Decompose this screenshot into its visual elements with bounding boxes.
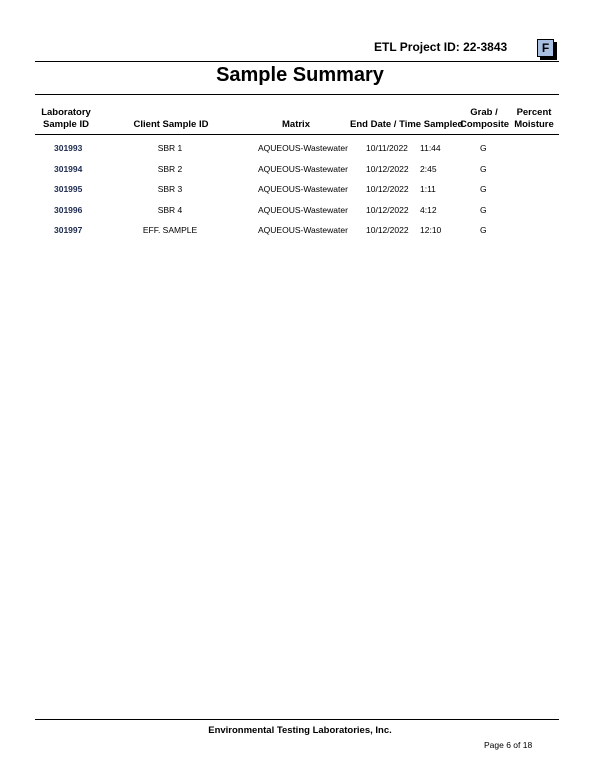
column-header-end-date: End Date / Time Sampled [350,119,464,130]
sample-date: 10/12/2022 [366,225,409,235]
matrix: AQUEOUS-Wastewater [258,143,348,153]
grab-composite: G [480,164,487,174]
lab-sample-id: 301997 [54,225,83,235]
section-tab-badge: F [537,39,554,57]
lab-sample-id: 301995 [54,184,83,194]
lab-sample-id: 301994 [54,164,83,174]
sample-date: 10/12/2022 [366,205,409,215]
sample-time: 4:12 [420,205,437,215]
sample-time: 12:10 [420,225,442,235]
column-header-grab-line2: Composite [460,119,510,130]
client-sample-id: SBR 2 [157,164,183,174]
column-header-grab [460,107,508,131]
column-header-client-id: Client Sample ID [133,119,209,130]
project-id: ETL Project ID: 22-3843 [374,40,508,54]
client-sample-id: SBR 3 [157,184,183,194]
grab-composite: G [480,143,487,153]
column-header-lab-id-line1: Laboratory [41,107,91,118]
matrix: AQUEOUS-Wastewater [258,205,348,215]
grab-composite: G [480,205,487,215]
header-rule [35,61,559,62]
column-header-moisture [514,107,554,131]
matrix: AQUEOUS-Wastewater [258,184,348,194]
matrix: AQUEOUS-Wastewater [258,164,348,174]
page-number: Page 6 of 18 [484,740,533,750]
client-sample-id: EFF. SAMPLE [142,225,198,235]
table-header-rule [35,134,559,135]
grab-composite: G [480,225,487,235]
matrix: AQUEOUS-Wastewater [258,225,348,235]
column-header-matrix: Matrix [282,119,310,130]
page-title: Sample Summary [216,64,384,86]
grab-composite: G [480,184,487,194]
sample-time: 1:11 [420,184,436,194]
column-header-lab-id-line2: Sample ID [43,119,89,130]
client-sample-id: SBR 4 [157,205,183,215]
column-header-lab-id [40,107,92,131]
sample-time: 2:45 [420,164,437,174]
footer-company-name: Environmental Testing Laboratories, Inc. [208,725,392,736]
client-sample-id: SBR 1 [157,143,183,153]
footer-rule [35,719,559,720]
column-header-grab-line1: Grab / [470,107,498,118]
lab-sample-id: 301993 [54,143,83,153]
sample-time: 11:44 [420,143,441,153]
lab-sample-id: 301996 [54,205,83,215]
sample-date: 10/12/2022 [366,184,409,194]
column-header-moisture-line1: Percent [516,107,552,118]
sample-date: 10/12/2022 [366,164,409,174]
sample-date: 10/11/2022 [366,143,408,153]
column-header-moisture-line2: Moisture [514,119,554,130]
title-rule [35,94,559,95]
